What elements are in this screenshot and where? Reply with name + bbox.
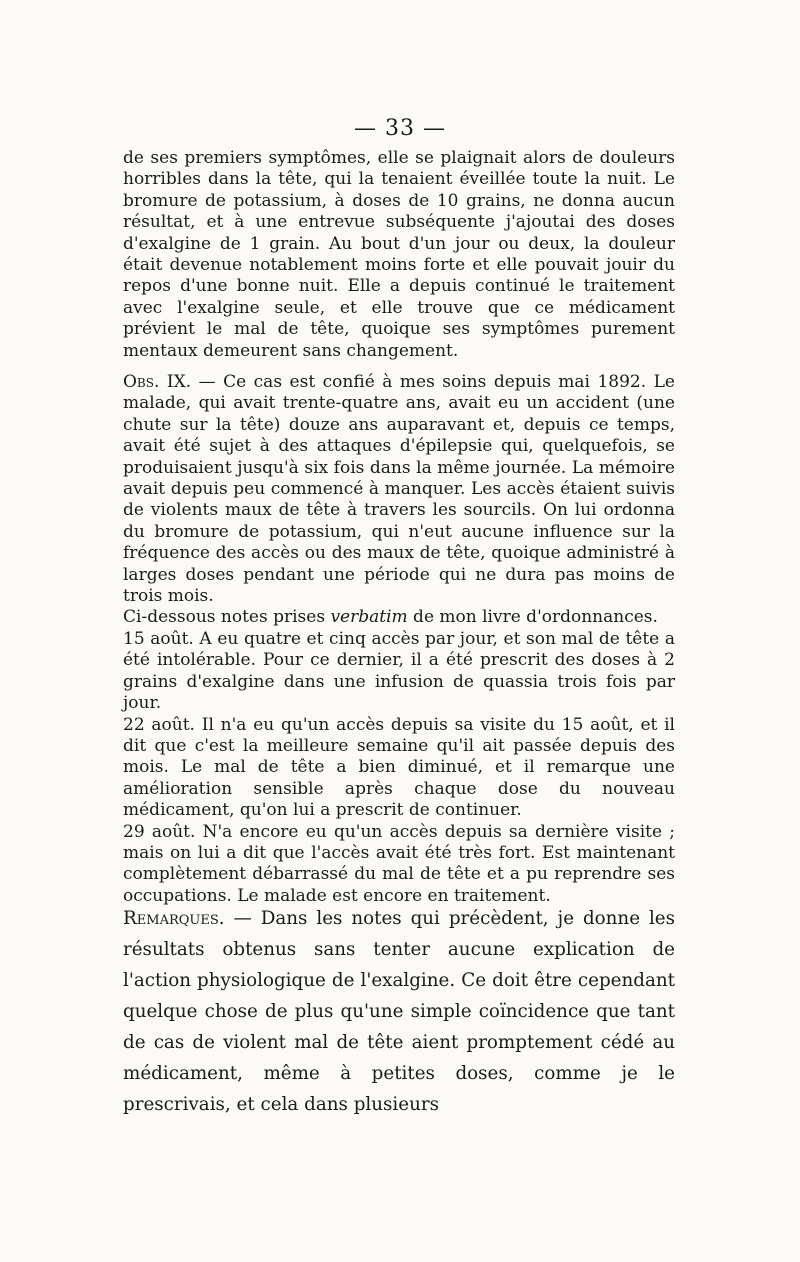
note-15-august: 15 août. A eu quatre et cinq accès par jour, et son mal de tête a été intolérable. Pour ce dernier, il a été prescrit des doses à 2 grains d'exalgine dans une infusion de quassia trois fois par jour. — [123, 628, 675, 714]
remarques-text: — Dans les notes qui précèdent, je donne les résultats obtenus sans tenter aucune explication de l'action physiologique de l'exalgine. Ce doit être cependant quelque chose de plus qu'une simple coïncidence que tant de cas de violent mal de tête aient promptement cédé au médicament, même à petites doses, comme je le prescrivais, et cela dans plusieurs — [123, 908, 675, 1115]
note-29-august: 29 août. N'a encore eu qu'un accès depuis sa dernière visite ; mais on lui a dit que l'accès avait été très fort. Est maintenant complètement débarrassé du mal de tête et a pu reprendre ses occupations. Le malade est encore en traitement. — [123, 821, 675, 906]
observation-ix-paragraph — [123, 372, 675, 607]
notes-intro-italic: verbatim — [330, 607, 408, 628]
observation-ix-text: — Ce cas est confié à mes soins depuis mai 1892. Le malade, qui avait trente-quatre ans, avait eu un accident (une chute sur la tête) douze ans auparavant et, depuis ce temps, avait été sujet à des attaques d'épilepsie qui, quelquefois, se produisaient jusqu'à six fois dans la même journée. La mémoire avait depuis peu commencé à manquer. Les accès étaient suivis de violents maux de tête à travers les sourcils. On lui ordonna du bromure de potassium, qui n'eut aucune influence sur la fréquence des accès ou des maux de tête, quoique administré à larges doses pendant une période qui ne dura pas moins de trois mois. — [123, 372, 675, 607]
page-number: — 33 — — [354, 116, 446, 141]
note-22-august: 22 août. Il n'a eu qu'un accès depuis sa visite du 15 août, et il dit que c'est la meilleure semaine qu'il ait passée depuis des mois. Le mal de tête a bien diminué, et il remarque une amélioration sensible après chaque dose du nouveau médicament, qu'on lui a prescrit de continuer. — [123, 714, 675, 821]
paragraph-continuation — [123, 148, 675, 362]
observation-label: Obs. IX. — [123, 372, 192, 392]
paragraph-1: de ses premiers symptômes, elle se plaignait alors de douleurs horribles dans la tête, qui la tenaient éveillée toute la nuit. Le bromure de potassium, à doses de 10 grains, ne donna aucun résultat, et à une entrevue subséquente j'ajoutai des doses d'exalgine de 1 grain. Au bout d'un jour ou deux, la douleur était devenue notablement moins forte et elle pouvait jouir du repos d'une bonne nuit. Elle a depuis continué le traitement avec l'exalgine seule, et elle trouve que ce médicament prévient le mal de tête, quoique ses symptômes purement mentaux demeurent sans changement. — [123, 148, 675, 361]
remarques-label: Remarques. — [123, 908, 225, 929]
remarques-section — [123, 903, 675, 1120]
observation-ix-section — [123, 372, 675, 907]
notes-intro-paragraph — [123, 607, 675, 628]
notes-intro-before: Ci-dessous notes prises — [123, 607, 331, 628]
notes-intro-after: de mon livre d'ordonnances. — [407, 607, 658, 628]
remarques-paragraph — [123, 903, 675, 1120]
